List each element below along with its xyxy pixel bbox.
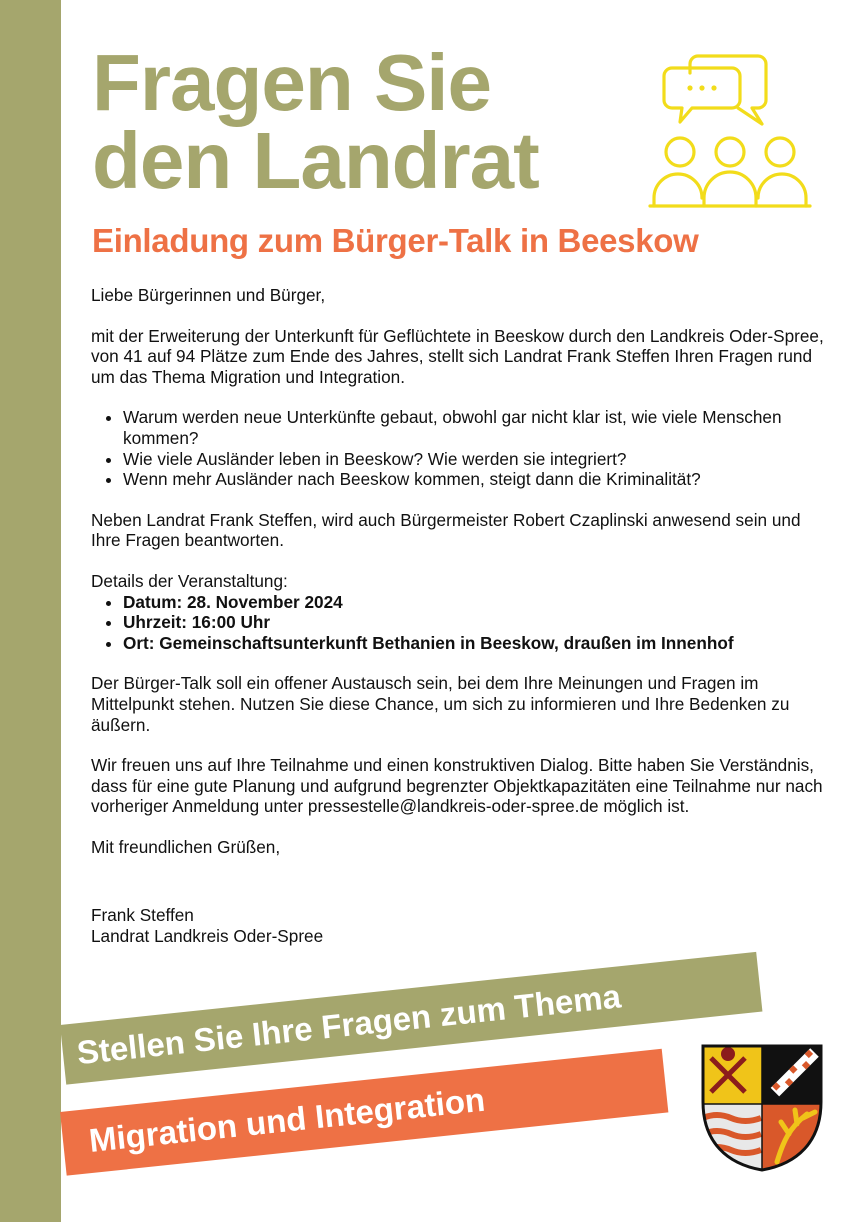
- questions-list: [91, 407, 831, 489]
- subtitle: Einladung zum Bürger-Talk in Beeskow: [92, 222, 699, 259]
- detail-date: • Datum: 28. November 2024: [123, 592, 831, 613]
- letter-body: [91, 285, 831, 947]
- intro-paragraph: mit der Erweiterung der Unterkunft für Geflüchtete in Beeskow durch den Landkreis Oder-Spree, von 41 auf 94 Plätze zum Ende des Jahres, stellt sich Landrat Frank Steffen Ihren Fragen rund um das Thema Migration und Integration.: [91, 325, 824, 387]
- details-list: [91, 592, 831, 654]
- detail-time: • Uhrzeit: 16:00 Uhr: [123, 612, 831, 633]
- banner-top: Stellen Sie Ihre Fragen zum Thema: [60, 952, 762, 1085]
- chat-bubbles-people-icon: [640, 48, 820, 213]
- greeting: Liebe Bürgerinnen und Bürger,: [91, 285, 326, 305]
- title-line-2: den Landrat: [92, 116, 539, 205]
- exchange-paragraph: Der Bürger-Talk soll ein offener Austausch sein, bei dem Ihre Meinungen und Fragen im Mittelpunkt stehen. Nutzen Sie diese Chance, um sich zu informieren und Ihre Bedenken zu äußern.: [91, 673, 790, 735]
- signature-name: Frank Steffen: [91, 905, 194, 926]
- question-item: • Wie viele Ausländer leben in Beeskow? Wie werden sie integriert?: [123, 449, 831, 470]
- banner-bottom: Migration und Integration: [60, 1049, 668, 1176]
- question-item: • Warum werden neue Unterkünfte gebaut, obwohl gar nicht klar ist, wie viele Menschen kommen?: [123, 407, 831, 448]
- closing: Mit freundlichen Grüßen,: [91, 836, 281, 857]
- coat-of-arms-icon: [697, 1042, 827, 1172]
- question-item: • Wenn mehr Ausländer nach Beeskow kommen, steigt dann die Kriminalität?: [123, 469, 831, 490]
- participation-paragraph: Wir freuen uns auf Ihre Teilnahme und einen konstruktiven Dialog. Bitte haben Sie Verständnis, dass für eine gute Planung und aufgrund begrenzter Objektkapazitäten eine Teilnahme nur nach vorheriger Anmeldung unter pressestelle@landkreis-oder-spree.de möglich ist.: [91, 755, 823, 817]
- detail-location: • Ort: Gemeinschaftsunterkunft Bethanien in Beeskow, draußen im Innenhof: [123, 633, 831, 654]
- page-title: [92, 38, 539, 205]
- mayor-paragraph: Neben Landrat Frank Steffen, wird auch Bürgermeister Robert Czaplinski anwesend sein und Ihre Fragen beantworten.: [91, 509, 801, 551]
- details-heading: Details der Veranstaltung:: [91, 570, 288, 591]
- side-accent-bar: [0, 0, 61, 1222]
- signature-role: Landrat Landkreis Oder-Spree: [91, 926, 324, 947]
- title-line-1: Fragen Sie: [92, 38, 492, 127]
